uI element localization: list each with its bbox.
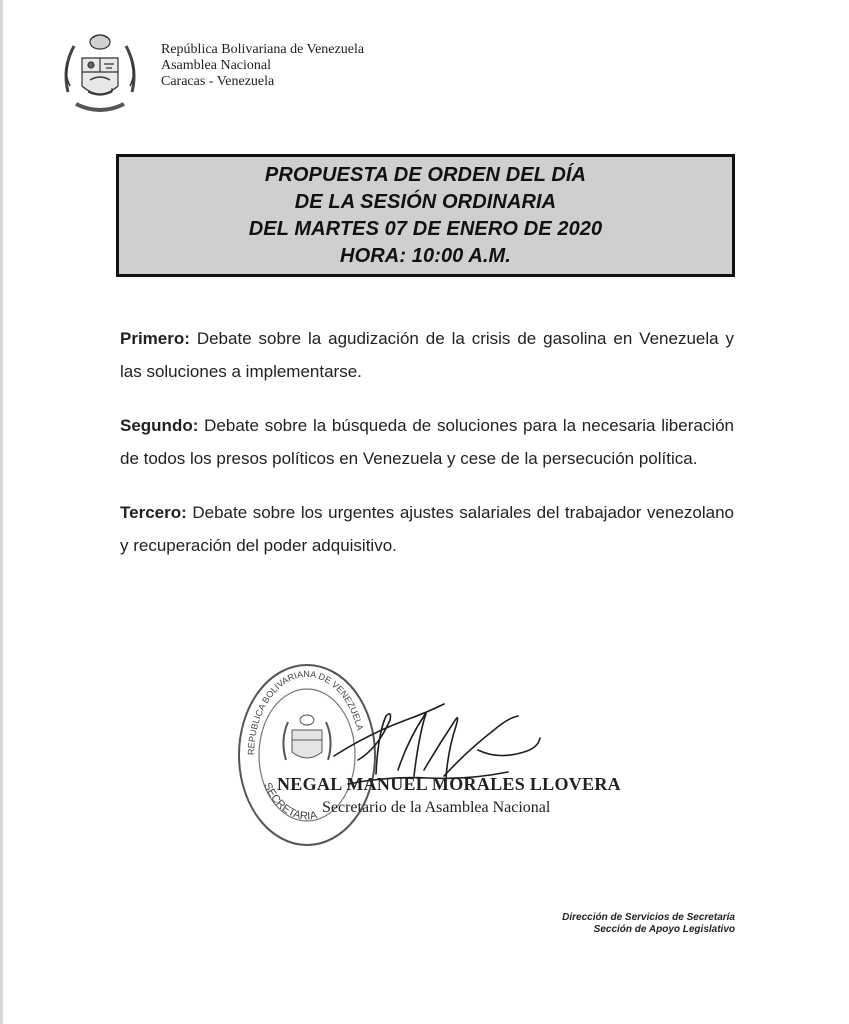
agenda-item <box>120 409 734 475</box>
agenda-item-text: Debate sobre la búsqueda de soluciones para la necesaria liberación de todos los presos políticos en Venezuela y cese de la persecución política. <box>120 416 735 468</box>
letterhead-text <box>161 42 364 90</box>
agenda-item-label: Segundo: <box>120 416 199 435</box>
agenda-item-label: Primero: <box>120 329 190 348</box>
agenda-item <box>120 322 734 388</box>
footer-line: Dirección de Servicios de Secretaría <box>562 912 735 923</box>
letterhead <box>60 26 480 121</box>
agenda-list <box>120 322 734 583</box>
page-edge <box>0 0 3 1024</box>
signer-name: NEGAL MANUEL MORALES LLOVERA <box>277 774 621 794</box>
title-box <box>116 154 735 277</box>
title-line: DE LA SESIÓN ORDINARIA <box>294 190 557 213</box>
title-line: PROPUESTA DE ORDEN DEL DÍA <box>264 163 587 186</box>
title-line: DEL MARTES 07 DE ENERO DE 2020 <box>248 217 603 240</box>
seal-top-text: REPUBLICA BOLIVARIANA DE VENEZUELA <box>245 668 366 756</box>
agenda-item <box>120 496 734 562</box>
coat-of-arms-icon <box>60 28 140 118</box>
agenda-item-text: Debate sobre los urgentes ajustes salariales del trabajador venezolano y recuperación del poder adquisitivo. <box>120 503 734 555</box>
agenda-item-text: Debate sobre la agudización de la crisis de gasolina en Venezuela y las soluciones a implementarse. <box>120 329 734 381</box>
letterhead-line: Asamblea Nacional <box>161 58 272 73</box>
title-line: HORA: 10:00 A.M. <box>340 244 511 267</box>
letterhead-line: República Bolivariana de Venezuela <box>161 42 365 57</box>
signer-title: Secretario de la Asamblea Nacional <box>322 799 551 816</box>
seal-bottom-text: SECRETARIA <box>261 780 319 823</box>
footer-line: Sección de Apoyo Legislativo <box>593 924 735 935</box>
footer <box>562 912 735 936</box>
letterhead-line: Caracas - Venezuela <box>161 74 275 89</box>
agenda-item-label: Tercero: <box>120 503 187 522</box>
